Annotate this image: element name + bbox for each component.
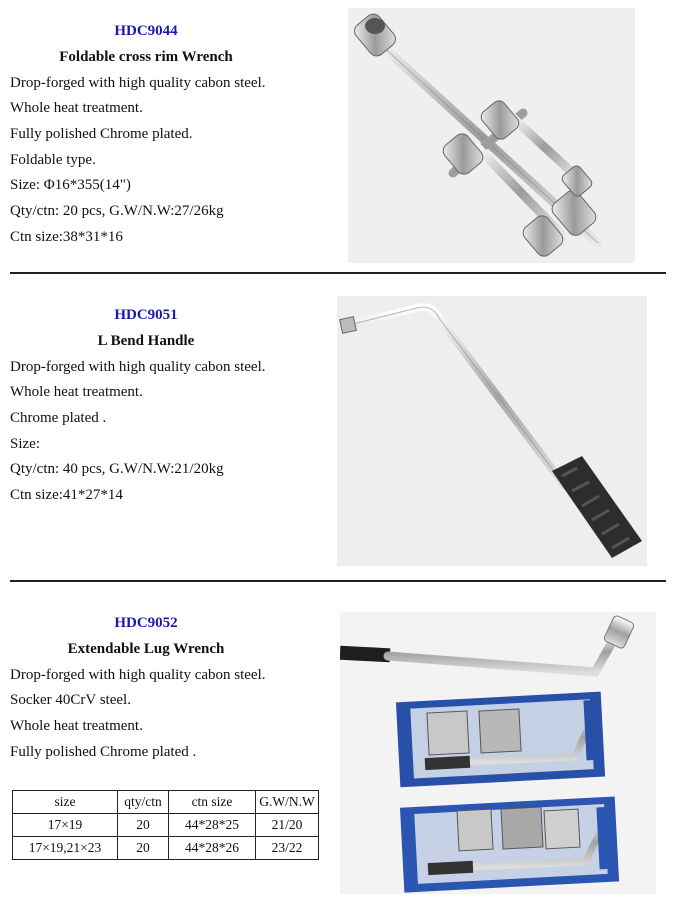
spec-table: [12, 790, 319, 860]
cross-wrench-photo: [348, 8, 635, 263]
table-cell: 17×19,21×23: [13, 837, 118, 860]
product-code: HDC9052: [114, 615, 178, 631]
spec-line: Whole heat treatment.: [10, 100, 143, 116]
table-header: ctn size: [169, 791, 256, 814]
product-code: HDC9044: [114, 23, 178, 39]
spec-line: Chrome plated .: [10, 410, 107, 426]
product-name: L Bend Handle: [97, 333, 195, 349]
spec-line: Whole heat treatment.: [10, 718, 143, 734]
table-cell: 44*28*26: [169, 837, 256, 860]
spec-line: Qty/ctn: 20 pcs, G.W/N.W:27/26kg: [10, 203, 224, 219]
spec-line: Foldable type.: [10, 152, 96, 168]
table-row: [13, 814, 319, 837]
spec-line: Socker 40CrV steel.: [10, 692, 131, 708]
table-cell: 17×19: [13, 814, 118, 837]
spec-line: Whole heat treatment.: [10, 384, 143, 400]
table-cell: 44*28*25: [169, 814, 256, 837]
table-header: qty/ctn: [118, 791, 169, 814]
l-bend-handle-photo: [337, 296, 647, 566]
table-header-row: [13, 791, 319, 814]
table-row: [13, 837, 319, 860]
spec-line: Fully polished Chrome plated.: [10, 126, 193, 142]
table-cell: 20: [118, 814, 169, 837]
spec-line: Drop-forged with high quality cabon steel.: [10, 75, 266, 91]
product-code: HDC9051: [114, 307, 178, 323]
lug-wrench-photo: [340, 612, 656, 894]
spec-line: Fully polished Chrome plated .: [10, 744, 197, 760]
product-name: Extendable Lug Wrench: [67, 641, 225, 657]
spec-line: Size: Φ16*355(14"): [10, 177, 131, 193]
spec-line: Ctn size:38*31*16: [10, 229, 123, 245]
product-name: Foldable cross rim Wrench: [59, 49, 233, 65]
spec-line: Size:: [10, 436, 40, 452]
section-divider: [10, 272, 666, 274]
table-cell: 21/20: [256, 814, 319, 837]
section-divider: [10, 580, 666, 582]
table-header: size: [13, 791, 118, 814]
table-cell: 20: [118, 837, 169, 860]
table-header: G.W/N.W: [256, 791, 319, 814]
table-cell: 23/22: [256, 837, 319, 860]
spec-line: Drop-forged with high quality cabon steel.: [10, 359, 266, 375]
spec-line: Ctn size:41*27*14: [10, 487, 123, 503]
spec-line: Drop-forged with high quality cabon steel.: [10, 667, 266, 683]
spec-line: Qty/ctn: 40 pcs, G.W/N.W:21/20kg: [10, 461, 224, 477]
